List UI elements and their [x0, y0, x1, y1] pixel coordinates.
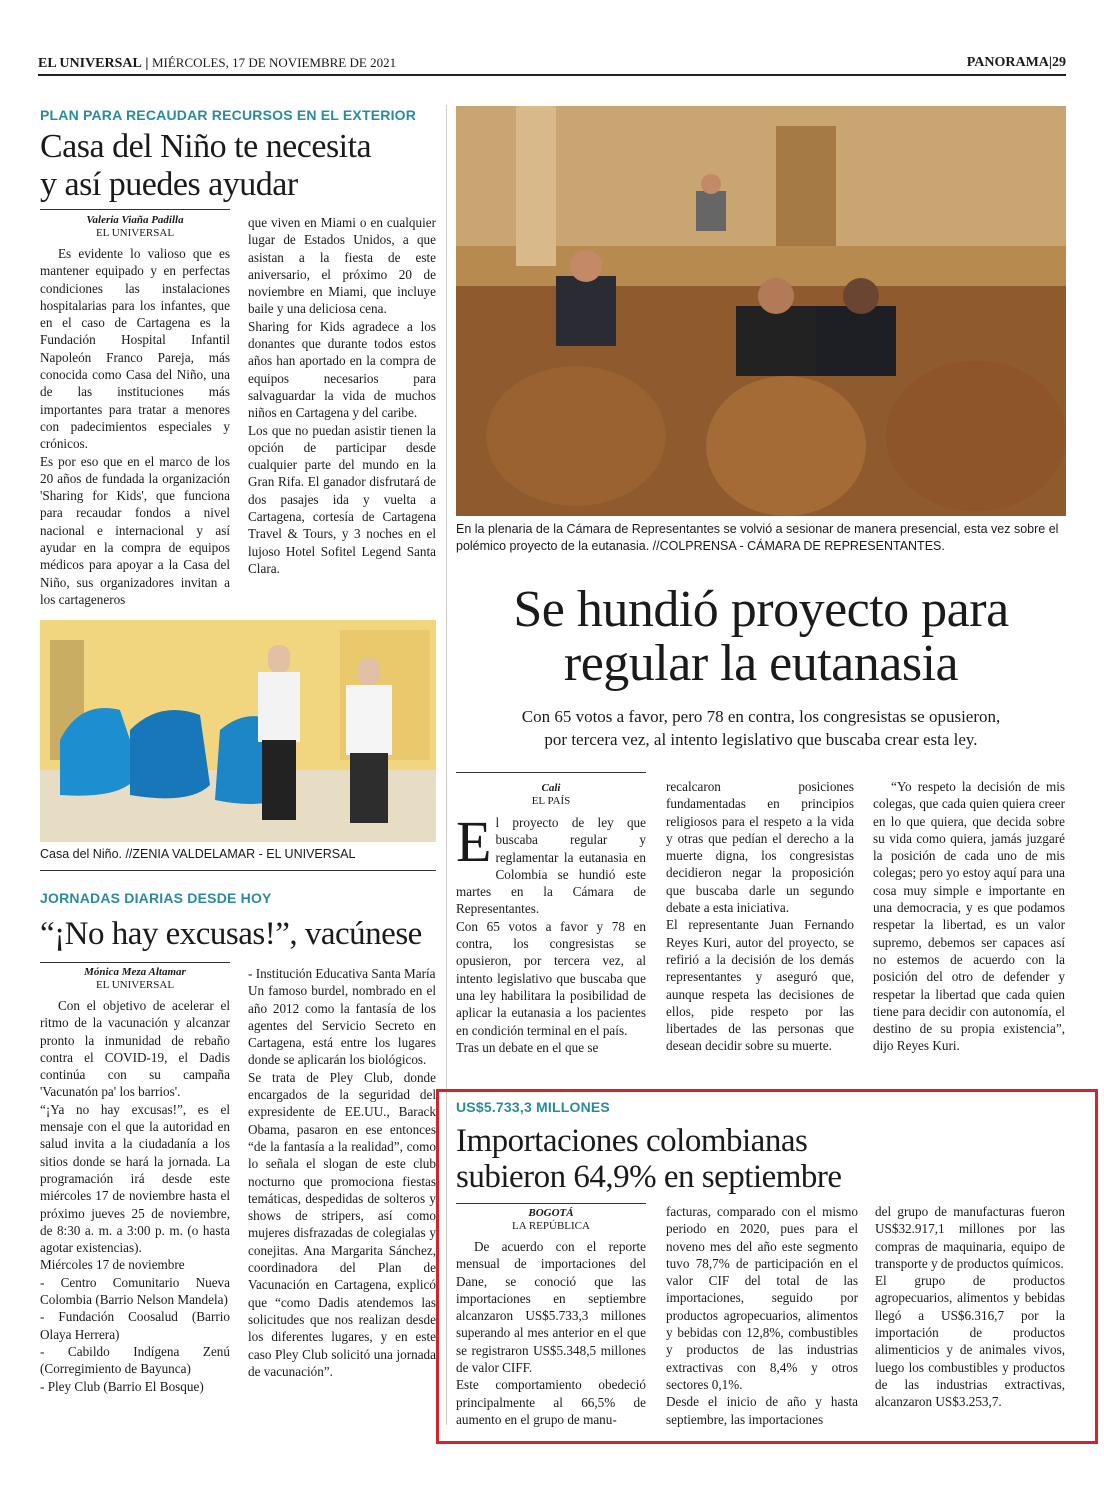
vacuna-col1: Con el objetivo de acelerar el ritmo de la vacunación y alcanzar pronto la inmunidad de rebaño contra el COVID-19, el Dadis continúa con su campaña 'Vacunatón pa' los barrios'. “¡Ya no hay excusas!”, es el mensaje con el que la autoridad en salud invita a la ciudadanía a los sitios donde se hará la jornada. La programación irá desde este miércoles 17 de noviembre hasta el próximo jueves 25 de noviembre, de 8:30 a. m. a 3:00 p. m. (o hasta agotar existencias). Miércoles 17 de noviembre - Centro Comunitario Nueva Colombia (Barrio Nelson Mandela) - Fundación Coosalud (Barrio Olaya Herrera) - Cabildo Indígena Zenú (Corregimiento de Bayunca) - Pley Club (Barrio El Bosque): [40, 998, 230, 1394]
section-page: PANORAMA|29: [966, 55, 1066, 70]
vacuna-byline: Mónica Meza Altamar EL UNIVERSAL: [84, 966, 186, 991]
importaciones-kicker: US$5.733,3 MILLONES: [456, 1099, 610, 1115]
masthead: EL UNIVERSAL | MIÉRCOLES, 17 DE NOVIEMBRE DE 2021: [38, 55, 397, 71]
eutanasia-dropcap: E: [456, 809, 492, 874]
eutanasia-photo-caption: En la plenaria de la Cámara de Representantes se volvió a sesionar de manera presencial, esta vez sobre el polémico proyecto de la eutanasia. //COLPRENSA - CÁMARA DE REPRESENTANTES.: [456, 522, 1059, 553]
vacuna-col2: - Institución Educativa Santa María Un famoso burdel, nombrado en el año 2012 como la fantasía de los agentes del Servicio Secreto en Cartagena, está entre los lugares donde se aplicarán los biológicos. Se trata de Pley Club, donde encargados de la seguridad del expresidente de EE.UU., Barack Obama, pasaron en ese entonces “de la fantasía a la realidad”, como lo señala el slogan de este club nocturno que promociona fiestas temáticas, despedidas de solteros y shows de stripers, así como mujeres disfrazadas de colegialas y conejitas. Ana Margarita Sánchez, coordinadora del Plan de Vacunación en Cartagena, explicó que “como Dadis atendemos las solicitudes que nos realizan desde los diferentes lugares, y en este caso Pley Club solicitó una jornada de vacunación”.: [248, 966, 436, 1379]
eutanasia-col2: recalcaron posiciones fundamentadas en principios religiosos para el respeto a la vida y otras que pedían el derecho a la muerte digna, los congresistas decidieron negar la proposición que buscaba darle un segundo debate a esta iniciativa. El representante Juan Fernando Reyes Kuri, autor del proyecto, se refirió a la decisión de los demás representantes y aseguró que, aunque respeta las decisiones de ellos, pide respeto por las libertades de las personas que desean decidir sobre su muerte.: [666, 779, 854, 1054]
importaciones-col3: del grupo de manufacturas fueron US$32.917,1 millones por las compras de maquinaria, equipo de transporte y de productos químicos. El grupo de productos agropecuarios, alimentos y bebidas llegó a US$6.316,7 por la importación de productos alimenticios y de animales vivos, luego los combustibles y productos de las industrias extractivas, alcanzaron US$3.253,7.: [875, 1204, 1065, 1410]
paper-name: EL UNIVERSAL: [38, 56, 142, 71]
casa-col1: Es evidente lo valioso que es mantener equipado y en perfectas condiciones las instalaciones hospitalarias para los infantes, que en el caso de Cartagena es la Fundación Hospital Infantil Napoleón Franco Pareja, más conocida como Casa del Niño, una de las instituciones más importantes para tratar a menores con padecimientos especiales y crónicos. Es por eso que en el marco de los 20 años de fundada la organización 'Sharing for Kids', que funciona para recaudar fondos a nivel nacional e internacional y así ayudar en la compra de equipos médicos para apoyar a la Casa del Niño, sus organizadores invitan a los cartageneros: [40, 246, 230, 607]
eutanasia-subtitle: Con 65 votos a favor, pero 78 en contra, los congresistas se opusieron, por tercera vez, al intento legislativo que buscaba crear esta ley.: [521, 707, 1001, 749]
casa-photo-caption: Casa del Niño. //ZENIA VALDELAMAR - EL UNIVERSAL: [40, 847, 356, 861]
importaciones-col1: De acuerdo con el reporte mensual de importaciones del Dane, se conoció que las importaciones en septiembre alcanzaron US$5.733,3 millones superando al mes anterior en el que se registraron US$5.348,5 millones de valor CIFF. Este comportamiento obedeció principalmente al 66,5% de aumento en el grupo de manu-: [456, 1239, 646, 1427]
eutanasia-title: Se hundió proyecto para regular la eutanasia: [513, 581, 1009, 692]
eutanasia-byline: Cali EL PAÍS: [531, 782, 571, 807]
eutanasia-col3: “Yo respeto la decisión de mis colegas, que cada quien quiera creer en lo que quiera, que decida sobre su vida como quiera, jamás juzgaré la posición de cada uno de mis colegas; pero yo estoy aquí para una cosa muy simple e importante en una democracia, y es que podamos respetar la libertad, es un valor supremo, debemos ser capaces así no estemos de acuerdo con la posición del otro de defender y respetar la libertad que cada quien tiene para decidir con autonomía, el destino de su propia existencia”, dijo Reyes Kuri.: [873, 779, 1065, 1054]
casa-title: Casa del Niño te necesita y así puedes ayudar: [40, 128, 372, 203]
eutanasia-col1: E l proyecto de ley que buscaba regular y reglamentar la eutanasia en Colombia se hundió este martes en la Cámara de Representantes. Con 65 votos a favor y 78 en contra, los congresistas se opusieron, por tercera vez, al intento legislativo que buscaba que una ley habilitara la posibilidad de aplicar la eutanasia a los pacientes en condición terminal en el país. Tras un debate en el que se: [456, 809, 646, 1055]
casa-byline: Valeria Viaña Padilla EL UNIVERSAL: [86, 214, 184, 239]
header-rule: [38, 74, 1066, 76]
casa-photo: [40, 620, 436, 842]
importaciones-col2: facturas, comparado con el mismo periodo en 2020, pues para el noveno mes del año este segmento tuvo 78,7% de participación en el valor CIF del total de las importaciones, seguido por productos agropecuarios, alimentos y bebidas con 12,8%, combustibles y productos de las industrias extractivas con 8,4% y otros sectores 0,1%. Desde el inicio de año y hasta septiembre, las importaciones: [666, 1204, 858, 1427]
importaciones-byline: BOGOTÁ LA REPÚBLICA: [512, 1207, 590, 1232]
casa-col2: que viven en Miami o en cualquier lugar de Estados Unidos, a que asistan a la fiesta de este aniversario, el próximo 20 de noviembre en Miami, que incluye baile y una deliciosa cena. Sharing for Kids agradece a los donantes que durante todos estos años han aportado en la compra de equipos necesarios para salvaguardar la vida de muchos niños en Cartagena y del caribe. Los que no puedan asistir tienen la opción de participar desde cualquier parte del mundo en la Gran Rifa. El ganador disfrutará de dos pasajes ida y vuelta a Cartagena, cortesía de Cartagena Travel & Tours, y 3 noches en el lujoso Hotel Sofitel Legend Santa Clara.: [248, 215, 436, 576]
page-number: 29: [1052, 55, 1066, 70]
eutanasia-photo: [456, 106, 1066, 516]
vacuna-kicker: JORNADAS DIARIAS DESDE HOY: [40, 890, 272, 906]
casa-kicker: PLAN PARA RECAUDAR RECURSOS EN EL EXTERIOR: [40, 107, 417, 123]
vacuna-title: “¡No hay excusas!”, vacúnese: [40, 916, 422, 952]
issue-date: MIÉRCOLES, 17 DE NOVIEMBRE DE 2021: [151, 55, 397, 70]
importaciones-title: Importaciones colombianas subieron 64,9% en septiembre: [456, 1123, 842, 1195]
